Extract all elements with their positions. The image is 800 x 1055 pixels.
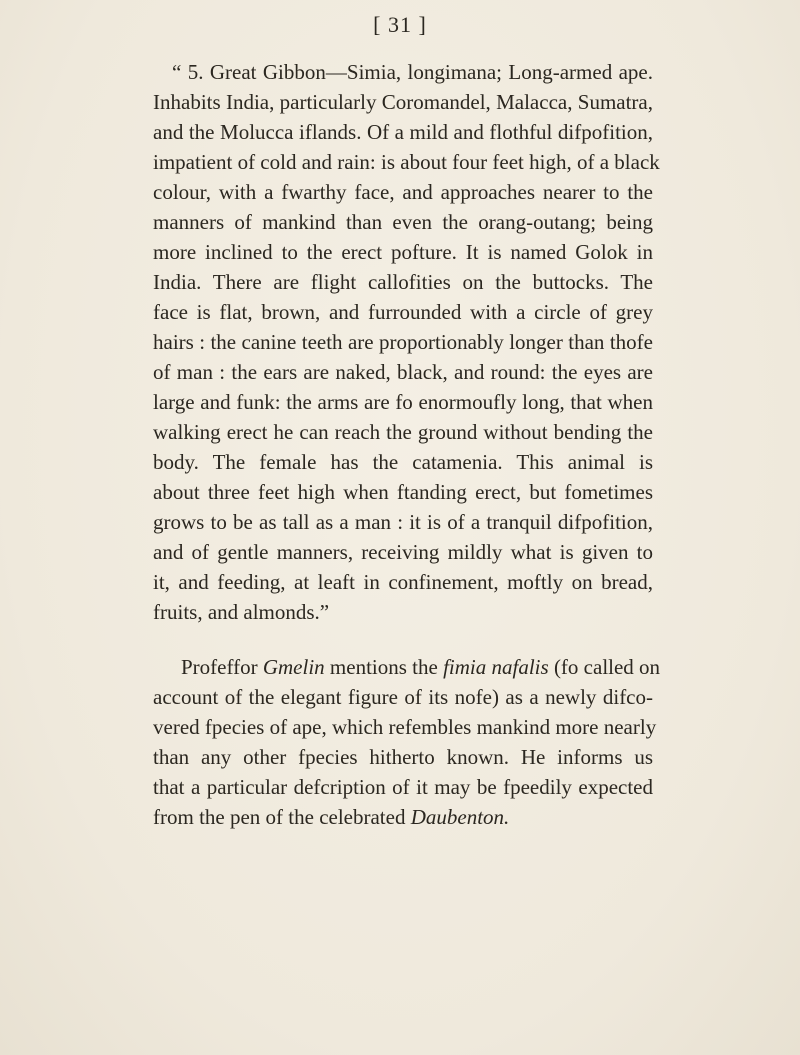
text-line: hairs : the canine teeth are proportionably longer than thofe bbox=[153, 330, 653, 354]
text-line: of man : the ears are naked, black, and round: the eyes are bbox=[153, 360, 653, 384]
text-line: manners of mankind than even the orang-outang; being bbox=[153, 210, 653, 234]
text-line: and the Molucca iflands. Of a mild and flothful difpofition, bbox=[153, 120, 653, 144]
person-name: Gmelin bbox=[262, 655, 325, 679]
text-line: face is flat, brown, and furrounded with a circle of grey bbox=[153, 300, 653, 324]
text-line: Profeffor Gmelin mentions the fimia nafalis (fo called on bbox=[181, 655, 661, 679]
text-line: it, and feeding, at leaft in confinement, moftly on bread, bbox=[153, 570, 653, 594]
text-line: more inclined to the erect pofture. It is named Golok in bbox=[153, 240, 653, 264]
text-line: than any other fpecies hitherto known. He informs us bbox=[153, 745, 653, 769]
text-line: walking erect he can reach the ground without bending the bbox=[153, 420, 653, 444]
text-line: impatient of cold and rain: is about four feet high, of a black bbox=[153, 150, 660, 174]
text-line: grows to be as tall as a man : it is of a tranquil difpofition, bbox=[153, 510, 653, 534]
text-line: from the pen of the celebrated Daubenton. bbox=[153, 805, 510, 829]
text-line: about three feet high when ftanding erect, but fometimes bbox=[153, 480, 653, 504]
page-number: [ 31 ] bbox=[373, 12, 427, 37]
person-name: Daubenton. bbox=[410, 805, 510, 829]
text-line: India. There are flight callofities on the buttocks. The bbox=[153, 270, 653, 294]
text-line: “ 5. Great Gibbon—Simia, longimana; Long-armed ape. bbox=[172, 60, 653, 84]
text-line: body. The female has the catamenia. This animal is bbox=[153, 450, 653, 474]
text-line: fruits, and almonds.” bbox=[153, 600, 330, 624]
species-name: fimia nafalis bbox=[443, 655, 549, 679]
text-line: account of the elegant figure of its nofe) as a newly difco- bbox=[153, 685, 653, 709]
text-line: Inhabits India, particularly Coromandel, Malacca, Sumatra, bbox=[153, 90, 653, 114]
text-line: that a particular defcription of it may be fpeedily expected bbox=[153, 775, 653, 799]
text-line: and of gentle manners, receiving mildly what is given to bbox=[153, 540, 653, 564]
text-line: colour, with a fwarthy face, and approaches nearer to the bbox=[153, 180, 653, 204]
text-line: large and funk: the arms are fo enormoufly long, that when bbox=[153, 390, 653, 414]
text-line: vered fpecies of ape, which refembles mankind more nearly bbox=[153, 715, 657, 739]
